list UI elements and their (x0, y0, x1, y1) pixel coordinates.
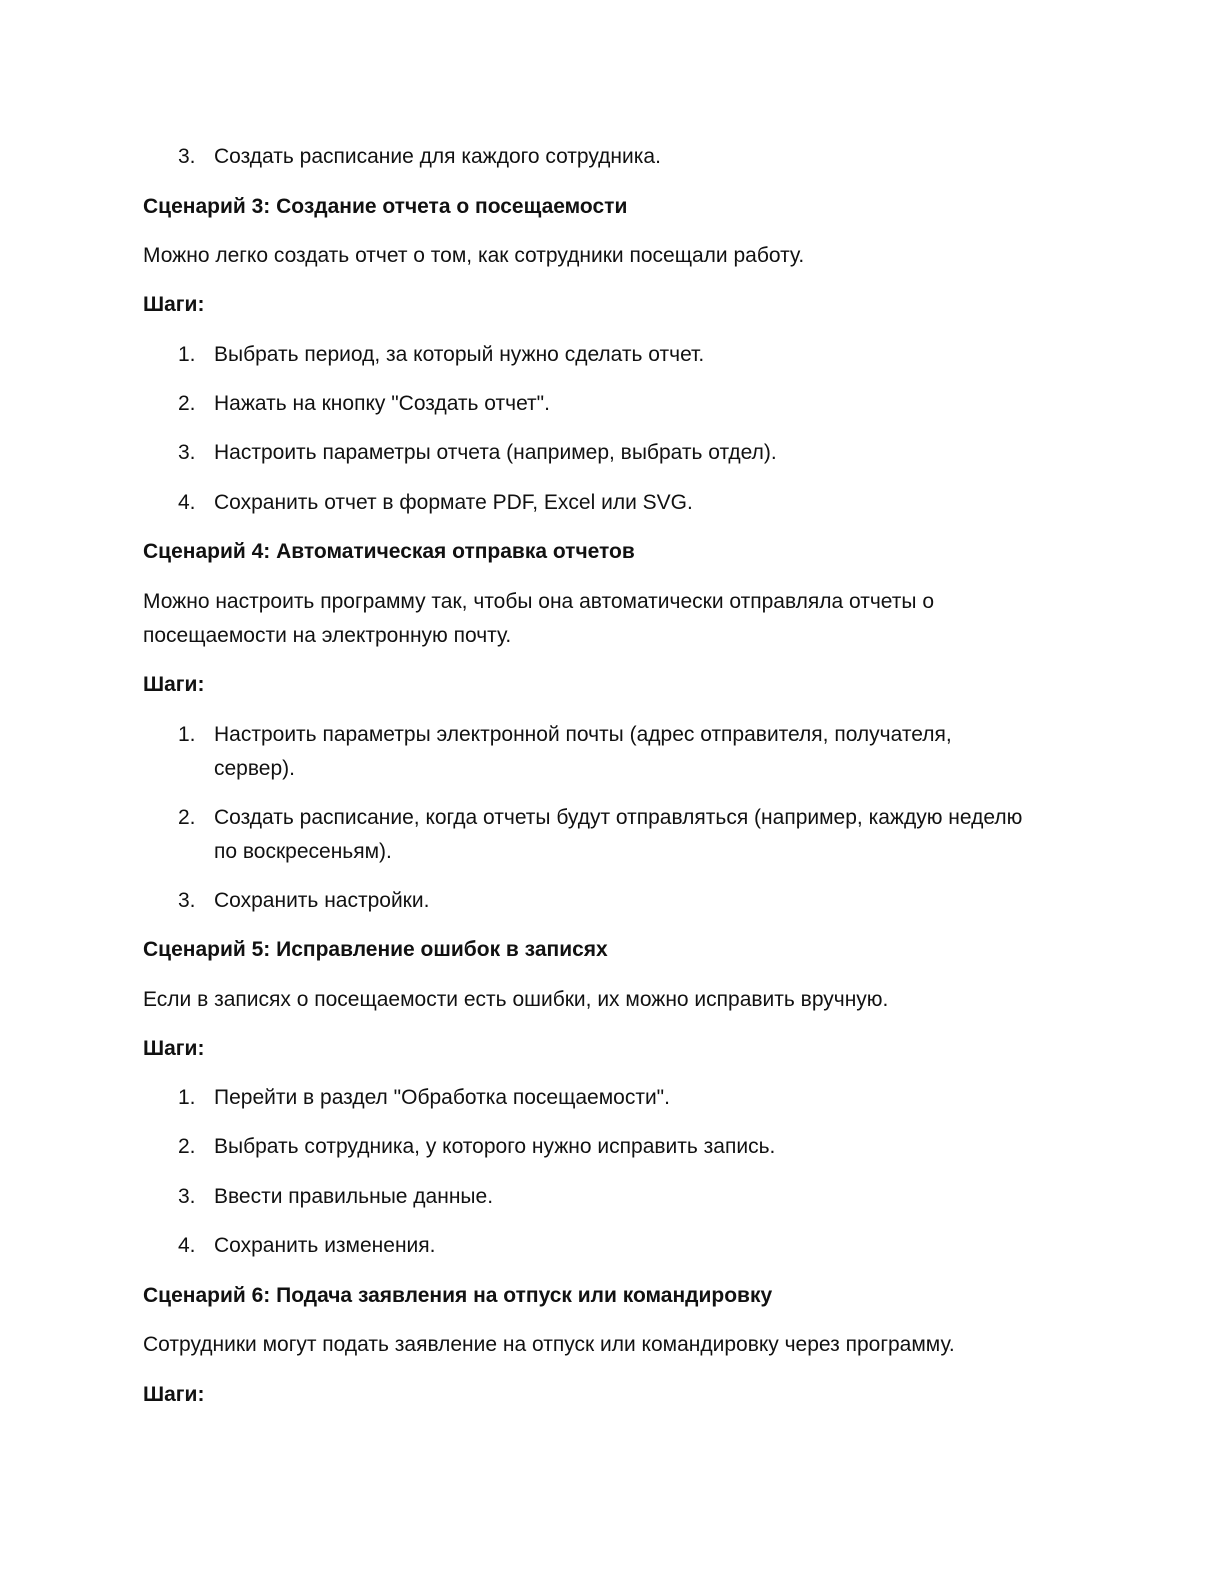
list-item-text: Нажать на кнопку "Создать отчет". (214, 392, 550, 415)
steps-label: Шаги: (143, 1037, 205, 1060)
section-heading: Сценарий 5: Исправление ошибок в записях (143, 938, 608, 961)
list-item-number: 4. (178, 1234, 196, 1257)
list-item-number: 4. (178, 491, 196, 514)
list-item-text: Выбрать сотрудника, у которого нужно исправить запись. (214, 1135, 776, 1158)
list-item-number: 1. (178, 1086, 196, 1109)
list-item-text: Создать расписание для каждого сотрудника. (214, 145, 661, 168)
list-item-number: 2. (178, 392, 196, 415)
list-item-text: Перейти в раздел "Обработка посещаемости". (214, 1086, 670, 1109)
steps-label: Шаги: (143, 293, 205, 316)
list-item-number: 3. (178, 889, 196, 912)
section-heading: Сценарий 6: Подача заявления на отпуск или командировку (143, 1284, 773, 1307)
section-description: Сотрудники могут подать заявление на отпуск или командировку через программу. (143, 1333, 955, 1356)
list-item-number: 3. (178, 441, 196, 464)
section-description: Можно настроить программу так, чтобы она автоматически отправляла отчеты о посещаемости на электронную почту. (143, 590, 934, 647)
list-item-text: Ввести правильные данные. (214, 1185, 494, 1208)
list-item-text: Создать расписание, когда отчеты будут отправляться (например, каждую неделю по воскресеньям). (214, 806, 1023, 863)
list-item-number: 2. (178, 806, 196, 829)
section-description: Если в записях о посещаемости есть ошибки, их можно исправить вручную. (143, 988, 889, 1011)
steps-label: Шаги: (143, 673, 205, 696)
list-item-number: 3. (178, 145, 196, 168)
section-description: Можно легко создать отчет о том, как сотрудники посещали работу. (143, 244, 805, 267)
section-heading: Сценарий 4: Автоматическая отправка отчетов (143, 540, 635, 563)
section-heading: Сценарий 3: Создание отчета о посещаемости (143, 195, 628, 218)
list-item-number: 3. (178, 1185, 196, 1208)
list-item-text: Настроить параметры электронной почты (адрес отправителя, получателя, сервер). (214, 723, 952, 780)
list-item-text: Сохранить изменения. (214, 1234, 436, 1257)
list-item-text: Сохранить отчет в формате PDF, Excel или SVG. (214, 491, 693, 514)
list-item-number: 1. (178, 343, 196, 366)
list-item-number: 1. (178, 723, 196, 746)
list-item-number: 2. (178, 1135, 196, 1158)
list-item-text: Выбрать период, за который нужно сделать отчет. (214, 343, 705, 366)
list-item-text: Сохранить настройки. (214, 889, 430, 912)
steps-label: Шаги: (143, 1383, 205, 1406)
list-item-text: Настроить параметры отчета (например, выбрать отдел). (214, 441, 777, 464)
